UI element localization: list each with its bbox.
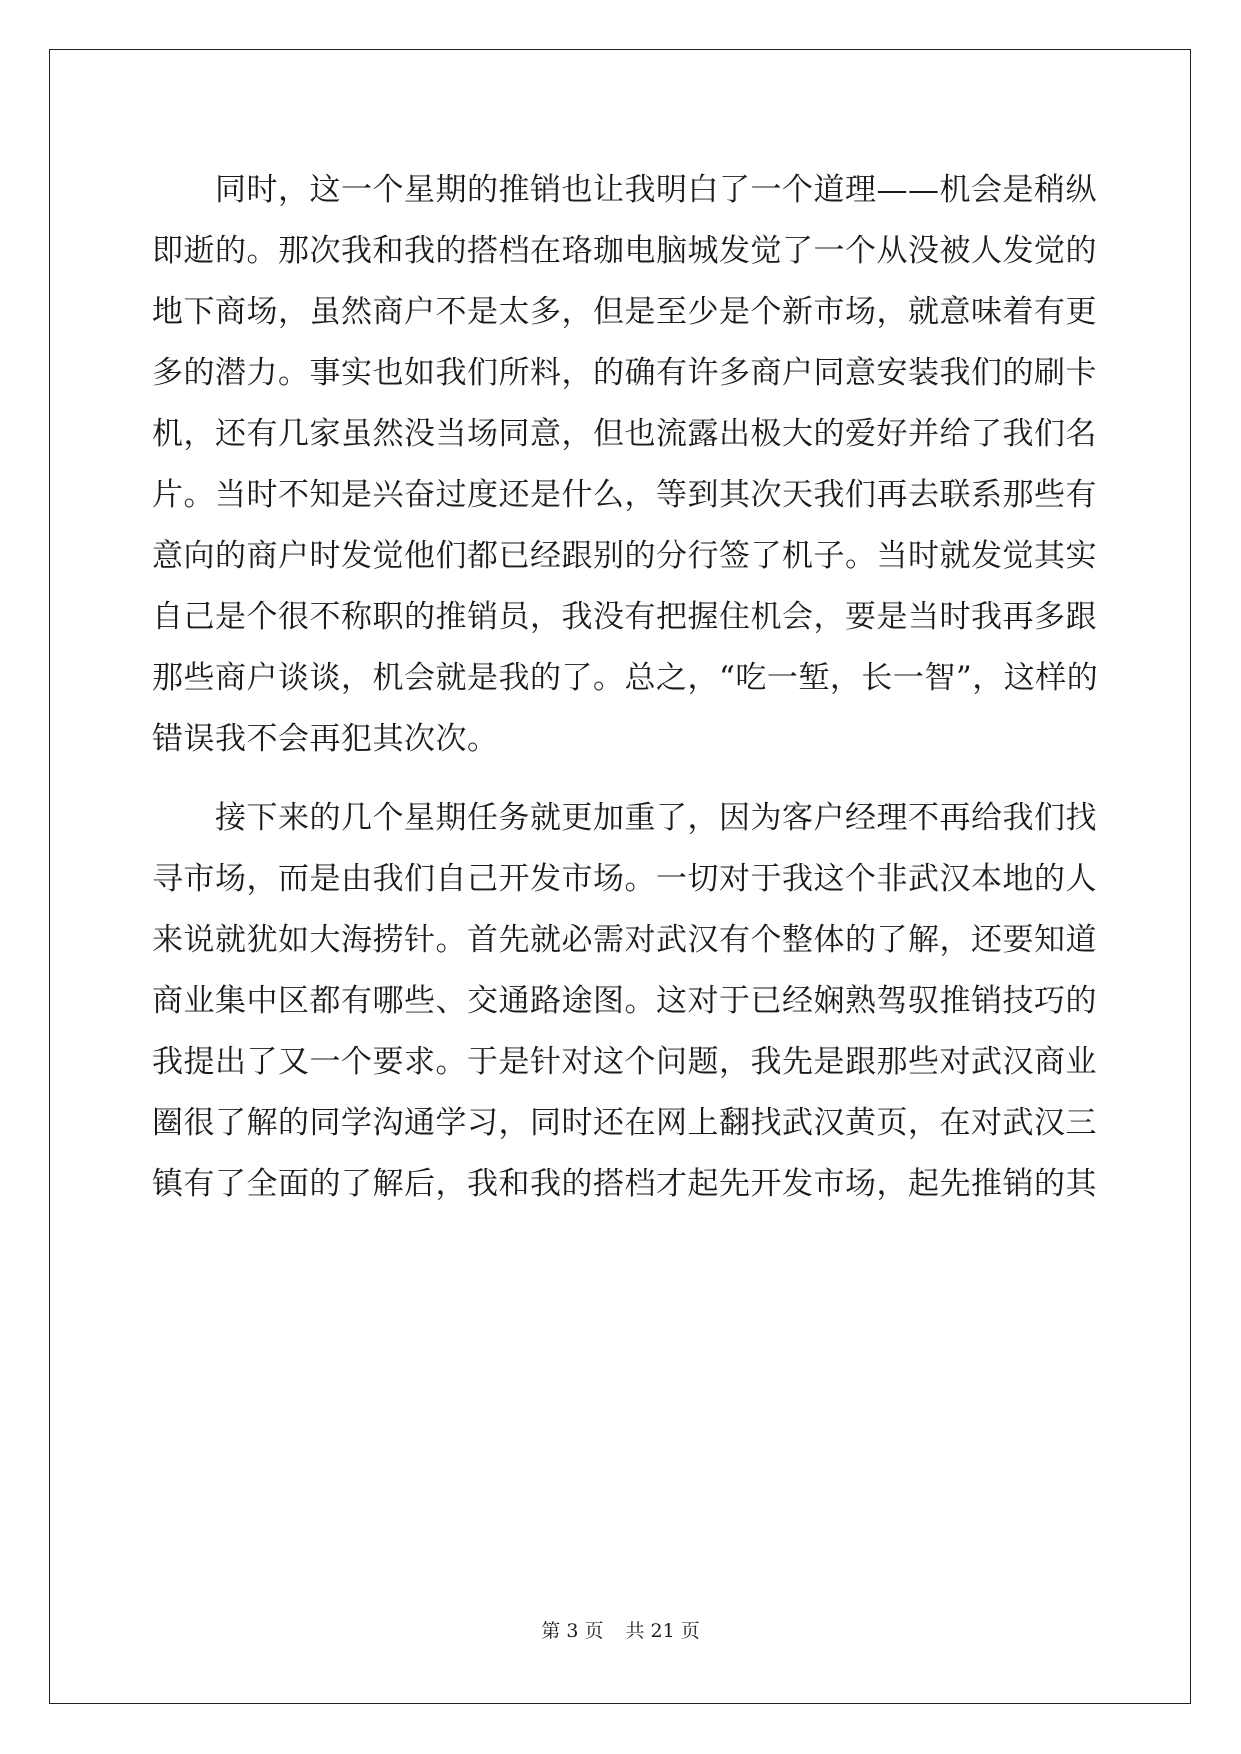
paragraph-2 [152,788,1097,1215]
paragraph-1 [152,160,1099,770]
text-line: 即逝的。那次我和我的搭档在珞珈电脑城发觉了一个从没被人发觉的 [152,233,1097,269]
text-line: 意向的商户时发觉他们都已经跟别的分行签了机子。当时就发觉其实 [152,538,1097,574]
text-line: 片。当时不知是兴奋过度还是什么，等到其次天我们再去联系那些有 [152,477,1097,513]
text-line: 我提出了又一个要求。于是针对这个问题，我先是跟那些对武汉商业 [152,1044,1097,1080]
page-total: 共 21 页 [625,1620,700,1642]
text-line: 寻市场，而是由我们自己开发市场。一切对于我这个非武汉本地的人 [152,861,1097,897]
text-line: 镇有了全面的了解后，我和我的搭档才起先开发市场，起先推销的其 [152,1166,1097,1202]
text-line: 地下商场，虽然商户不是太多，但是至少是个新市场，就意味着有更 [152,294,1097,330]
text-line: 多的潜力。事实也如我们所料，的确有许多商户同意安装我们的刷卡 [152,355,1097,391]
text-line: 来说就犹如大海捞针。首先就必需对武汉有个整体的了解，还要知道 [152,922,1097,958]
text-line: 错误我不会再犯其次次。 [152,721,499,757]
page-footer [0,1616,1241,1643]
document-body [152,160,1099,1215]
text-line: 商业集中区都有哪些、交通路途图。这对于已经娴熟驾驭推销技巧的 [152,983,1097,1019]
text-line: 圈很了解的同学沟通学习，同时还在网上翻找武汉黄页，在对武汉三 [152,1105,1097,1141]
text-line: 同时，这一个星期的推销也让我明白了一个道理——机会是稍纵 [152,172,1097,208]
text-line: 机，还有几家虽然没当场同意，但也流露出极大的爱好并给了我们名 [152,416,1097,452]
text-line: 那些商户谈谈，机会就是我的了。总之，“吃一堑，长一智”，这样的 [152,660,1099,696]
paragraph-spacer [152,770,1089,788]
text-line: 接下来的几个星期任务就更加重了，因为客户经理不再给我们找 [152,800,1097,836]
page-number: 第 3 页 [541,1620,604,1642]
text-line: 自己是个很不称职的推销员，我没有把握住机会，要是当时我再多跟 [152,599,1097,635]
